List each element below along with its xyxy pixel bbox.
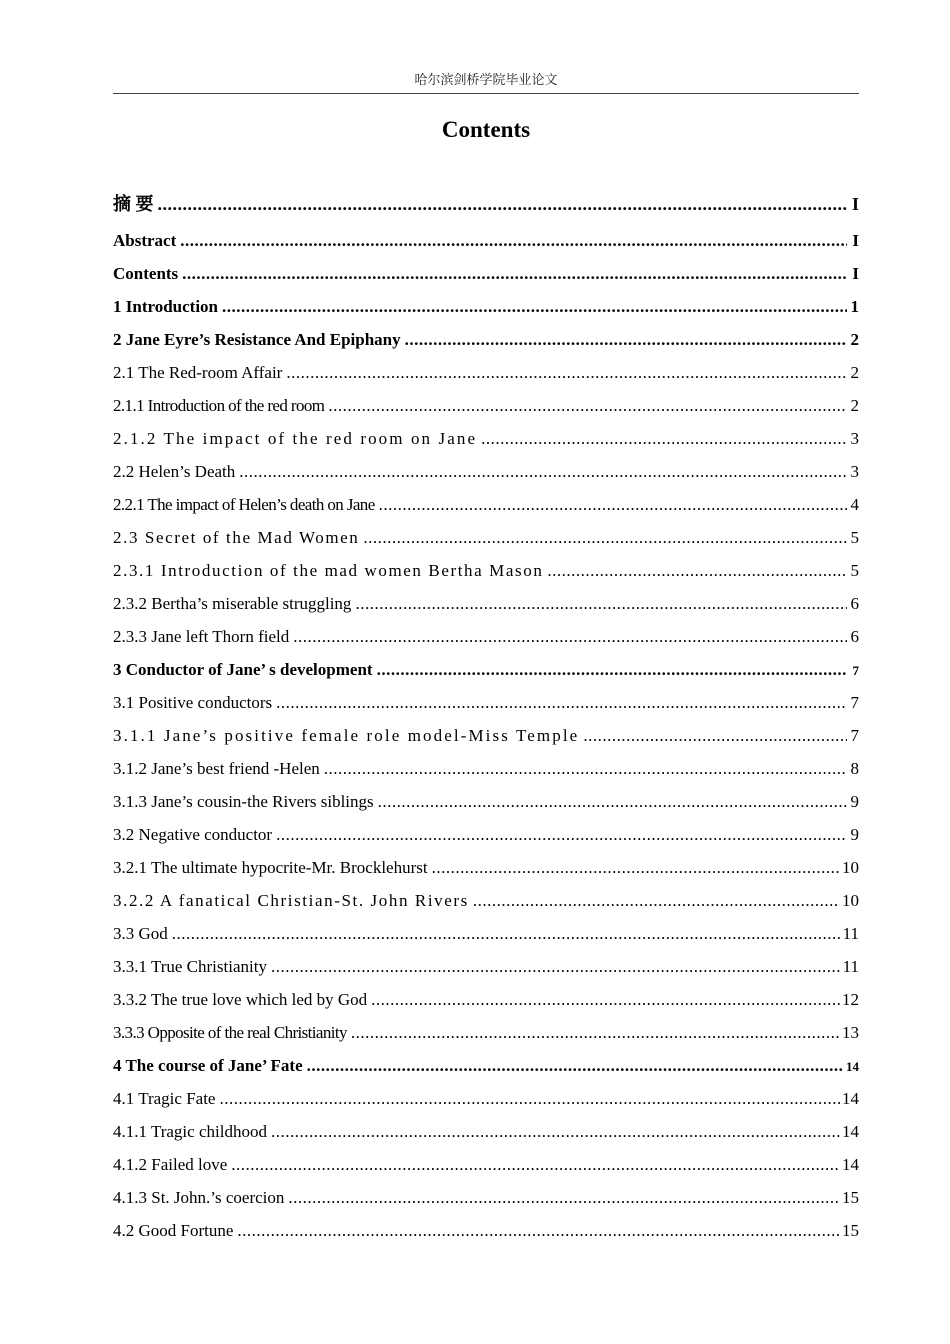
toc-entry[interactable] xyxy=(113,785,859,818)
toc-entry-label: 摘 要 xyxy=(113,194,154,214)
toc-leader-dots xyxy=(432,851,840,884)
toc-entry[interactable] xyxy=(113,818,859,851)
toc-entry-label: 2.3 Secret of the Mad Women xyxy=(113,528,360,547)
toc-leader-dots xyxy=(324,752,847,785)
toc-entry-label: 2.3.1 Introduction of the mad women Bertha Mason xyxy=(113,561,544,580)
toc-entry-page: 11 xyxy=(842,924,859,943)
toc-entry[interactable] xyxy=(113,719,859,752)
toc-entry-page: 5 xyxy=(850,528,859,547)
toc-entry-page: 14 xyxy=(842,1122,859,1141)
toc-entry-label: 4.1.3 St. John.’s coercion xyxy=(113,1188,285,1207)
toc-leader-dots xyxy=(271,950,841,983)
toc-leader-dots xyxy=(583,719,847,752)
toc-entry[interactable] xyxy=(113,422,859,455)
toc-entry-page: 5 xyxy=(850,561,859,580)
toc-entry-page: 2 xyxy=(850,396,859,415)
toc-entry-page: 1 xyxy=(850,297,859,316)
toc-entry[interactable] xyxy=(113,1115,859,1148)
toc-entry-label: 2.3.3 Jane left Thorn field xyxy=(113,627,290,646)
toc-entry-label: 3.1 Positive conductors xyxy=(113,693,273,712)
toc-entry[interactable] xyxy=(113,851,859,884)
toc-leader-dots xyxy=(288,1181,840,1214)
toc-entry-page: 13 xyxy=(842,1023,859,1042)
toc-entry-page: 11 xyxy=(842,957,859,976)
toc-entry-page: 9 xyxy=(850,792,859,811)
toc-leader-dots xyxy=(172,917,841,950)
running-header: 哈尔滨剑桥学院毕业论文 xyxy=(414,73,558,88)
toc-entry-page: I xyxy=(852,264,859,283)
toc-entry-label: 3.2.1 The ultimate hypocrite-Mr. Brocklehurst xyxy=(113,858,428,877)
toc-entry-label: 2.1.1 Introduction of the red room xyxy=(113,396,325,415)
toc-leader-dots xyxy=(222,290,847,323)
toc-entry[interactable] xyxy=(113,224,859,257)
toc-leader-dots xyxy=(328,389,847,422)
toc-leader-dots xyxy=(307,1049,844,1082)
toc-entry-label: 4.1 Tragic Fate xyxy=(113,1089,216,1108)
toc-entry[interactable] xyxy=(113,188,859,224)
toc-entry-label: 3.1.1 Jane’s positive female role model-Miss Temple xyxy=(113,726,580,745)
toc-entry-page: 14 xyxy=(846,1059,859,1074)
toc-leader-dots xyxy=(355,587,847,620)
toc-entry-label: 3.2 Negative conductor xyxy=(113,825,273,844)
toc-leader-dots xyxy=(276,818,847,851)
toc-entry[interactable] xyxy=(113,752,859,785)
table-of-contents xyxy=(113,188,859,1247)
toc-entry-page: 7 xyxy=(850,693,859,712)
toc-entry[interactable] xyxy=(113,686,859,719)
toc-leader-dots xyxy=(371,983,840,1016)
page-title: Contents xyxy=(441,117,531,142)
toc-entry[interactable] xyxy=(113,620,859,653)
toc-entry-label: 4.1.2 Failed love xyxy=(113,1155,228,1174)
toc-entry[interactable] xyxy=(113,488,859,521)
toc-entry-page: 10 xyxy=(842,858,859,877)
toc-leader-dots xyxy=(231,1148,840,1181)
toc-entry[interactable] xyxy=(113,455,859,488)
toc-entry-label: 3.1.2 Jane’s best friend -Helen xyxy=(113,759,320,778)
toc-entry-page: 8 xyxy=(850,759,859,778)
toc-entry[interactable] xyxy=(113,356,859,389)
toc-entry-label: 3.2.2 A fanatical Christian-St. John Rivers xyxy=(113,891,469,910)
toc-entry-label: 1 Introduction xyxy=(113,297,219,316)
toc-entry-label: 3.3.2 The true love which led by God xyxy=(113,990,368,1009)
toc-entry[interactable] xyxy=(113,521,859,554)
toc-leader-dots xyxy=(363,521,847,554)
toc-entry-page: I xyxy=(851,194,859,214)
toc-leader-dots xyxy=(547,554,847,587)
toc-entry-label: Abstract xyxy=(113,231,177,250)
toc-entry-page: 14 xyxy=(842,1089,859,1108)
toc-entry[interactable] xyxy=(113,1082,859,1115)
toc-leader-dots xyxy=(405,323,847,356)
toc-entry-label: 3.3.1 True Christianity xyxy=(113,957,267,976)
toc-leader-dots xyxy=(473,884,840,917)
toc-entry-label: 3 Conductor of Jane’ s development xyxy=(113,660,373,679)
toc-entry[interactable] xyxy=(113,1214,859,1247)
toc-entry-label: 3.1.3 Jane’s cousin-the Rivers siblings xyxy=(113,792,374,811)
toc-entry-label: 4 The course of Jane’ Fate xyxy=(113,1056,303,1075)
toc-leader-dots xyxy=(276,686,847,719)
toc-leader-dots xyxy=(182,257,847,290)
toc-leader-dots xyxy=(286,356,847,389)
toc-entry[interactable] xyxy=(113,1148,859,1181)
toc-entry-page: 10 xyxy=(842,891,859,910)
toc-leader-dots xyxy=(219,1082,840,1115)
toc-leader-dots xyxy=(237,1214,840,1247)
toc-entry-label: 3.3 God xyxy=(113,924,168,943)
toc-entry[interactable] xyxy=(113,884,859,917)
toc-entry[interactable] xyxy=(113,554,859,587)
toc-entry-page: 12 xyxy=(842,990,859,1009)
toc-entry-page: 14 xyxy=(842,1155,859,1174)
toc-entry-page: 7 xyxy=(852,663,859,678)
toc-entry-label: 2.1 The Red-room Affair xyxy=(113,363,283,382)
toc-entry-label: 4.1.1 Tragic childhood xyxy=(113,1122,267,1141)
toc-entry-page: 6 xyxy=(850,627,859,646)
toc-leader-dots xyxy=(271,1115,840,1148)
toc-entry-label: Contents xyxy=(113,264,179,283)
toc-entry[interactable] xyxy=(113,257,859,290)
toc-leader-dots xyxy=(180,224,847,257)
toc-entry[interactable] xyxy=(113,1181,859,1214)
toc-entry-label: 2.3.2 Bertha’s miserable struggling xyxy=(113,594,352,613)
toc-leader-dots xyxy=(379,488,847,521)
toc-entry-label: 2 Jane Eyre’s Resistance And Epiphany xyxy=(113,330,401,349)
toc-entry-page: 4 xyxy=(850,495,859,514)
toc-entry[interactable] xyxy=(113,587,859,620)
toc-entry[interactable] xyxy=(113,1049,859,1082)
toc-leader-dots xyxy=(378,785,847,818)
toc-entry[interactable] xyxy=(113,950,859,983)
toc-entry-label: 2.1.2 The impact of the red room on Jane xyxy=(113,429,478,448)
toc-entry-label: 2.2 Helen’s Death xyxy=(113,462,236,481)
toc-entry-page: 2 xyxy=(850,330,859,349)
toc-entry[interactable] xyxy=(113,1016,859,1049)
toc-entry[interactable] xyxy=(113,389,859,422)
toc-leader-dots xyxy=(377,653,847,686)
toc-entry[interactable] xyxy=(113,290,859,323)
header-rule xyxy=(113,93,859,94)
toc-entry-page: 3 xyxy=(850,462,859,481)
toc-entry-label: 3.3.3 Opposite of the real Christianity xyxy=(113,1023,347,1042)
toc-leader-dots xyxy=(351,1016,840,1049)
toc-entry-page: I xyxy=(852,231,859,250)
toc-entry-page: 7 xyxy=(850,726,859,745)
toc-entry-page: 15 xyxy=(842,1188,859,1207)
toc-entry[interactable] xyxy=(113,323,859,356)
toc-entry-label: 2.2.1 The impact of Helen’s death on Jane xyxy=(113,495,375,514)
toc-entry-page: 3 xyxy=(850,429,859,448)
toc-leader-dots xyxy=(239,455,847,488)
toc-entry-page: 6 xyxy=(850,594,859,613)
toc-entry[interactable] xyxy=(113,983,859,1016)
toc-entry-page: 2 xyxy=(850,363,859,382)
toc-leader-dots xyxy=(481,422,847,455)
toc-entry-page: 15 xyxy=(842,1221,859,1240)
toc-entry-page: 9 xyxy=(850,825,859,844)
toc-entry[interactable] xyxy=(113,917,859,950)
toc-leader-dots xyxy=(293,620,847,653)
toc-leader-dots xyxy=(158,188,848,220)
toc-entry-label: 4.2 Good Fortune xyxy=(113,1221,234,1240)
toc-entry[interactable] xyxy=(113,653,859,686)
